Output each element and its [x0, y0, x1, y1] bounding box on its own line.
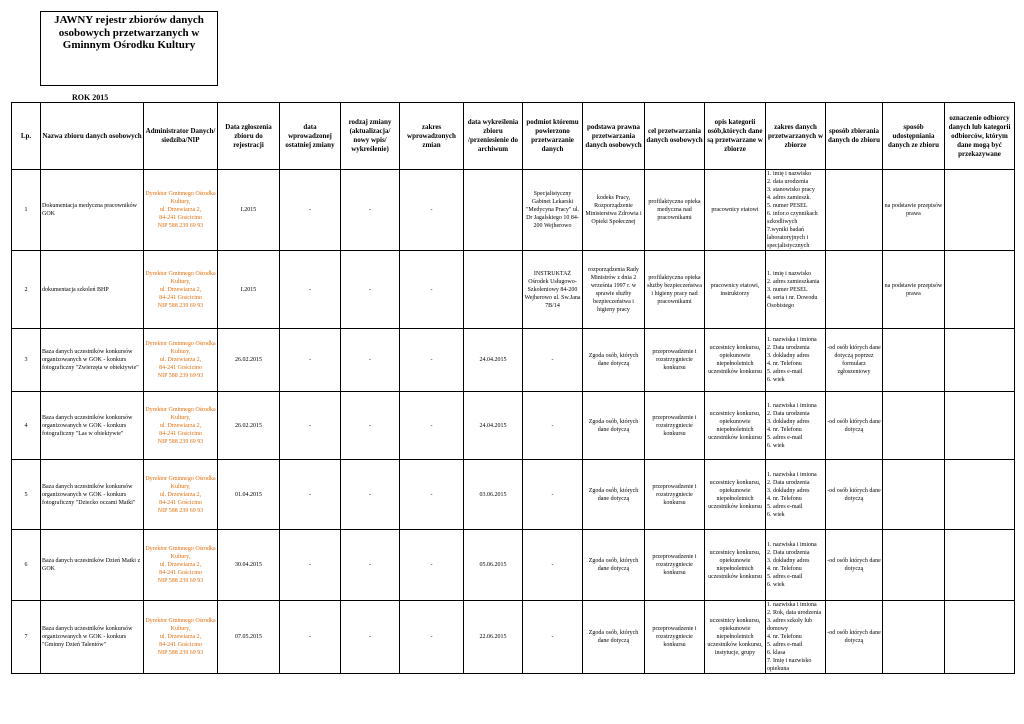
admin-line: 84-241 Gościcino	[159, 365, 202, 371]
cell-collection: -od osób których dane dotyczą	[826, 601, 883, 674]
cell-lp: 6	[12, 530, 41, 601]
cell-categories: uczestnicy konkursu, opiekunowie niepełnoletnich uczestników konkursu, instytucje, grupy	[705, 601, 766, 674]
cell-categories: uczestnicy konkursu, opiekunowie niepełnoletnich uczestników konkursu	[705, 392, 766, 460]
scope-item: 1. imię i nazwisko	[767, 171, 811, 177]
cell-categories: uczestnicy konkursu, opiekunowie niepełnoletnich uczestników konkursu	[705, 329, 766, 392]
scope-item: 5. adres e-mail	[767, 642, 803, 648]
cell-admin	[144, 460, 218, 530]
admin-line: NIP 588 239 69 93	[157, 223, 204, 229]
cell-change-type: -	[341, 329, 400, 392]
cell-admin	[144, 392, 218, 460]
admin-line: 84-241 Gościcino	[159, 499, 202, 506]
scope-item: 1. imię i nazwisko	[767, 270, 811, 277]
admin-line: NIP 588 239 69 93	[157, 650, 204, 656]
cell-collection: -od osób których dane dotyczą	[826, 460, 883, 530]
cell-entrusted: -	[523, 329, 583, 392]
scope-item: 2. data urodzenia	[767, 179, 809, 185]
cell-name: Baza danych uczestników Dzień Matki z GOK	[41, 530, 144, 601]
cell-change-scope: -	[400, 170, 464, 251]
scope-item: 6. wiek	[767, 582, 785, 588]
cell-lp: 4	[12, 392, 41, 460]
cell-sharing	[883, 460, 945, 530]
cell-sharing: na podstawie przepisów prawa	[883, 170, 945, 251]
admin-line: ul. Drzewiarza 2,	[159, 562, 202, 568]
admin-line: Dyrektor Gminnego Ośrodka Kultury,	[145, 406, 216, 421]
cell-change-type: -	[341, 601, 400, 674]
table-row	[12, 170, 1015, 251]
scope-item: 5. adres e-mail	[767, 574, 803, 580]
col-header-legal-basis: podstawa prawna przetwarzania danych osobowych	[583, 103, 645, 170]
cell-last-change: -	[280, 170, 341, 251]
cell-change-scope: -	[400, 329, 464, 392]
admin-line: 84-241 Gościcino	[159, 570, 202, 576]
cell-scope	[766, 251, 826, 329]
admin-line: NIP 588 239 69 93	[157, 373, 204, 379]
cell-legal-basis: Zgoda osób, których dane dotyczą	[583, 601, 645, 674]
col-header-removal: data wykreślenia zbioru /przeniesienie do archiwum	[464, 103, 523, 170]
cell-entrusted: -	[523, 460, 583, 530]
scope-item: 4. adres zamieszk.	[767, 195, 811, 201]
cell-admin	[144, 329, 218, 392]
admin-line: NIP 588 239 69 93	[157, 438, 204, 445]
scope-item: 1. nazwiska i imiona	[767, 542, 817, 548]
cell-name: Baza danych uczestników konkursów organizowanych w GOK - konkurs fotograficzny "Dziecko oczami Matki"	[41, 460, 144, 530]
scope-item: 7.wyniki badań laboratoryjnych i specjalistycznych	[767, 227, 810, 249]
admin-line: ul. Drzewiarza 2,	[159, 207, 202, 213]
scope-item: 3. stanowisko pracy	[767, 187, 815, 193]
cell-recipients	[945, 170, 1015, 251]
scope-item: 3. dokładny adres	[767, 487, 810, 494]
cell-recipients	[945, 601, 1015, 674]
col-header-change-scope: zakres wprowadzonych zmian	[400, 103, 464, 170]
scope-item: 5. adres e-mail	[767, 503, 803, 510]
cell-removal: 05.06.2015	[464, 530, 523, 601]
cell-purpose: przeprowadzenie i rozstrzygniecie konkursu	[645, 329, 705, 392]
scope-item: 3. dokładny adres	[767, 418, 810, 425]
admin-line: NIP 588 239 69 93	[157, 302, 204, 309]
cell-recipients	[945, 392, 1015, 460]
admin-line: ul. Drzewiarza 2,	[159, 491, 202, 498]
col-header-collection: sposób zbierania danych do zbioru	[826, 103, 883, 170]
cell-purpose: profilaktyczna opieka służby bezpieczeństwa i higieny pracy nad pracownikami	[645, 251, 705, 329]
scope-item: 3. adres szkoły lub domowy	[767, 618, 812, 632]
cell-recipients	[945, 329, 1015, 392]
table-row	[12, 392, 1015, 460]
cell-recipients	[945, 460, 1015, 530]
cell-collection: -od osób których dane dotyczą	[826, 530, 883, 601]
cell-removal	[464, 170, 523, 251]
cell-reg-date: 26.02.2015	[218, 329, 280, 392]
year-label: ROK 2015	[72, 93, 109, 102]
admin-line: 84-241 Gościcino	[159, 294, 202, 301]
scope-item: 1. nazwiska i imiona	[767, 402, 817, 409]
table-row	[12, 601, 1015, 674]
cell-lp: 2	[12, 251, 41, 329]
scope-item: 2. Data urodzenia	[767, 550, 810, 556]
admin-line: ul. Drzewiarza 2,	[159, 422, 202, 429]
scope-item: 3. numer PESEL	[767, 286, 808, 293]
admin-line: ul. Drzewiarza 2,	[159, 357, 202, 363]
cell-change-type: -	[341, 530, 400, 601]
col-header-scope: zakres danych przetwarzanych w zbiorze	[766, 103, 826, 170]
col-header-name: Nazwa zbioru danych osobowych	[41, 103, 144, 170]
scope-item: 4. nr. Telefonu	[767, 495, 802, 502]
scope-item: 2. Data urodzenia	[767, 410, 810, 417]
cell-categories: uczestnicy konkursu, opiekunowie niepełnoletnich uczestników konkursu	[705, 460, 766, 530]
scope-item: 2. Data urodzenia	[767, 345, 810, 351]
scope-item: 7. Imię i nazwisko opiekuna	[767, 658, 812, 672]
cell-legal-basis: Zgoda osób, których dane dotyczą	[583, 530, 645, 601]
register-title: JAWNY rejestr zbiorów danych osobowych przetwarzanych w Gminnym Ośrodku Kultury	[40, 11, 218, 86]
col-header-lp: Lp.	[12, 103, 41, 170]
cell-admin	[144, 251, 218, 329]
cell-change-scope: -	[400, 251, 464, 329]
cell-removal: 24.04.2015	[464, 329, 523, 392]
col-header-last-change: data wprowadzonej ostatniej zmiany	[280, 103, 341, 170]
cell-name: Dokumentacja medyczna pracowników GOK	[41, 170, 144, 251]
cell-scope	[766, 392, 826, 460]
admin-line: Dyrektor Gminnego Ośrodka Kultury,	[145, 618, 216, 632]
admin-line: ul. Drzewiarza 2,	[159, 286, 202, 293]
cell-name: Baza danych uczestników konkursów organizowanych w GOK - konkurs "Gminny Dzień Talentów"	[41, 601, 144, 674]
cell-removal: 24.04.2015	[464, 392, 523, 460]
cell-reg-date: I.2015	[218, 170, 280, 251]
table-row	[12, 530, 1015, 601]
cell-purpose: profilaktyczna opieka medyczna nad pracownikami	[645, 170, 705, 251]
admin-line: 84-241 Gościcino	[159, 642, 202, 648]
cell-lp: 1	[12, 170, 41, 251]
scope-item: 1. nazwiska i imiona	[767, 471, 817, 478]
scope-item: 1. nazwiska i imiona	[767, 337, 817, 343]
col-header-purpose: cel przetwarzania danych osobowych	[645, 103, 705, 170]
admin-line: Dyrektor Gminnego Ośrodka Kultury,	[145, 546, 216, 560]
cell-legal-basis: Zgoda osób, których dane dotyczą	[583, 460, 645, 530]
scope-item: 2. adres zamieszkania	[767, 278, 820, 285]
scope-item: 4. nr. Telefonu	[767, 566, 802, 572]
col-header-sharing: sposób udostępniania danych ze zbioru	[883, 103, 945, 170]
cell-categories: pracownicy etatowi	[705, 170, 766, 251]
cell-last-change: -	[280, 530, 341, 601]
cell-reg-date: I.2015	[218, 251, 280, 329]
admin-line: Dyrektor Gminnego Ośrodka Kultury,	[145, 341, 216, 355]
cell-sharing	[883, 329, 945, 392]
cell-last-change: -	[280, 460, 341, 530]
scope-item: 1. nazwiska i imiona	[767, 602, 817, 608]
header-row	[12, 103, 1015, 170]
cell-name: Baza danych uczestników konkursów organizowanych w GOK - konkurs fotograficzny "Zwierzęta w obiektywie"	[41, 329, 144, 392]
cell-recipients	[945, 251, 1015, 329]
cell-collection: -od osób których dane dotyczą poprzez formularz zgłoszeniowy	[826, 329, 883, 392]
cell-removal: 03.06.2015	[464, 460, 523, 530]
cell-scope	[766, 170, 826, 251]
scope-item: 4. seria i nr. Dowodu Osobistego	[767, 294, 818, 309]
scope-item: 6. wiek	[767, 511, 785, 518]
scope-item: 5. adres e-mail	[767, 369, 803, 375]
col-header-categories: opis kategorii osób,których dane są przetwarzane w zbiorze	[705, 103, 766, 170]
cell-removal	[464, 251, 523, 329]
admin-line: NIP 588 239 69 93	[157, 507, 204, 514]
admin-line: Dyrektor Gminnego Ośrodka Kultury,	[145, 475, 216, 490]
cell-last-change: -	[280, 601, 341, 674]
cell-entrusted: -	[523, 530, 583, 601]
cell-collection	[826, 251, 883, 329]
cell-change-scope: -	[400, 460, 464, 530]
cell-lp: 3	[12, 329, 41, 392]
cell-reg-date: 30.04.2015	[218, 530, 280, 601]
register-table	[11, 102, 1015, 674]
cell-purpose: przeprowadzenie i rozstrzygniecie konkursu	[645, 530, 705, 601]
cell-change-type: -	[341, 392, 400, 460]
cell-last-change: -	[280, 329, 341, 392]
scope-item: 6. wiek	[767, 442, 785, 449]
cell-categories: pracownicy etatowi, instruktorzy	[705, 251, 766, 329]
cell-change-scope: -	[400, 601, 464, 674]
cell-name: dokumentacja szkoleń BHP	[41, 251, 144, 329]
scope-item: 3. dokładny adres	[767, 558, 810, 564]
cell-admin	[144, 601, 218, 674]
cell-change-scope: -	[400, 392, 464, 460]
table-row	[12, 460, 1015, 530]
scope-item: 5. numer PESEL	[767, 203, 808, 209]
cell-change-scope: -	[400, 530, 464, 601]
col-header-admin: Administrator Danych/ siedziba/NIP	[144, 103, 218, 170]
admin-line: 84-241 Gościcino	[159, 430, 202, 437]
cell-reg-date: 01.04.2015	[218, 460, 280, 530]
cell-purpose: przeprowadzenie i rozstrzygniecie konkursu	[645, 392, 705, 460]
col-header-entrusted: podmiot któremu powierzono przetwarzanie danych	[523, 103, 583, 170]
scope-item: 4. nr. Telefonu	[767, 361, 802, 367]
admin-line: NIP 588 239 69 93	[157, 578, 204, 584]
cell-removal: 22.06.2015	[464, 601, 523, 674]
cell-change-type: -	[341, 251, 400, 329]
cell-legal-basis: kodeks Pracy, Rozporządzenie Ministerstwa Zdrowia i Opieki Społecznej	[583, 170, 645, 251]
scope-item: 6. klasa	[767, 650, 786, 656]
cell-entrusted: -	[523, 392, 583, 460]
cell-sharing: na podstawie przepisów prawa	[883, 251, 945, 329]
admin-line: Dyrektor Gminnego Ośrodka Kultury,	[145, 191, 216, 205]
cell-purpose: przeprowadzenie i rozstrzygniecie konkursu	[645, 460, 705, 530]
cell-scope	[766, 601, 826, 674]
cell-last-change: -	[280, 392, 341, 460]
cell-name: Baza danych uczestników konkursów organizowanych w GOK - konkurs fotograficzny "Las w obiektywie"	[41, 392, 144, 460]
cell-last-change: -	[280, 251, 341, 329]
table-row	[12, 251, 1015, 329]
scope-item: 4. nr. Telefonu	[767, 634, 802, 640]
cell-legal-basis: Zgoda osób, których dane dotyczą	[583, 392, 645, 460]
cell-reg-date: 26.02.2015	[218, 392, 280, 460]
cell-reg-date: 07.05.2015	[218, 601, 280, 674]
cell-entrusted: Specjalistyczny Gabinet Lekarski "Medycyna Pracy" ul. Dr Jagalskiego 10 84-200 Wejherowo	[523, 170, 583, 251]
cell-purpose: przeprowadzenie i rozstrzygniecie konkursu	[645, 601, 705, 674]
cell-change-type: -	[341, 460, 400, 530]
admin-line: ul. Drzewiarza 2,	[159, 634, 202, 640]
scope-item: 5. adres e-mail	[767, 434, 803, 441]
cell-lp: 5	[12, 460, 41, 530]
cell-scope	[766, 530, 826, 601]
scope-item: 6. infor.o czynnikach szkodliwych	[767, 211, 818, 225]
cell-categories: uczestnicy konkursu, opiekunowie niepełnoletnich uczestników konkursu	[705, 530, 766, 601]
admin-line: Dyrektor Gminnego Ośrodka Kultury,	[145, 270, 216, 285]
scope-item: 3. dokładny adres	[767, 353, 810, 359]
scope-item: 6. wiek	[767, 377, 785, 383]
cell-collection: -od osób których dane dotyczą	[826, 392, 883, 460]
cell-scope	[766, 460, 826, 530]
col-header-change-type: rodzaj zmiany (aktualizacja/ nowy wpis/ wykreślenie)	[341, 103, 400, 170]
cell-legal-basis: rozporządzenia Rady Ministrów z dnia 2 września 1997 r. w sprawie służby bezpieczeństwa i higieny pracy	[583, 251, 645, 329]
cell-legal-basis: Zgoda osób, których dane dotyczą	[583, 329, 645, 392]
col-header-reg-date: Data zgłoszenia zbioru do rejestracji	[218, 103, 280, 170]
cell-recipients	[945, 530, 1015, 601]
cell-admin	[144, 530, 218, 601]
cell-admin	[144, 170, 218, 251]
cell-sharing	[883, 530, 945, 601]
cell-scope	[766, 329, 826, 392]
cell-entrusted: INSTRUKTAŻ Ośrodek Usługowo-Szkoleniowy 84-200 Wejherowo ul. Sw.Jana 7B/14	[523, 251, 583, 329]
cell-sharing	[883, 392, 945, 460]
cell-sharing	[883, 601, 945, 674]
scope-item: 2. Rok, data urodzenia	[767, 610, 822, 616]
scope-item: 4. nr. Telefonu	[767, 426, 802, 433]
table-row	[12, 329, 1015, 392]
cell-collection	[826, 170, 883, 251]
admin-line: 84-241 Gościcino	[159, 215, 202, 221]
cell-change-type: -	[341, 170, 400, 251]
cell-entrusted: -	[523, 601, 583, 674]
cell-lp: 7	[12, 601, 41, 674]
col-header-recipients: oznaczenie odbiorcy danych lub kategorii odbiorców, którym dane mogą być przekazywane	[945, 103, 1015, 170]
scope-item: 2. Data urodzenia	[767, 479, 810, 486]
